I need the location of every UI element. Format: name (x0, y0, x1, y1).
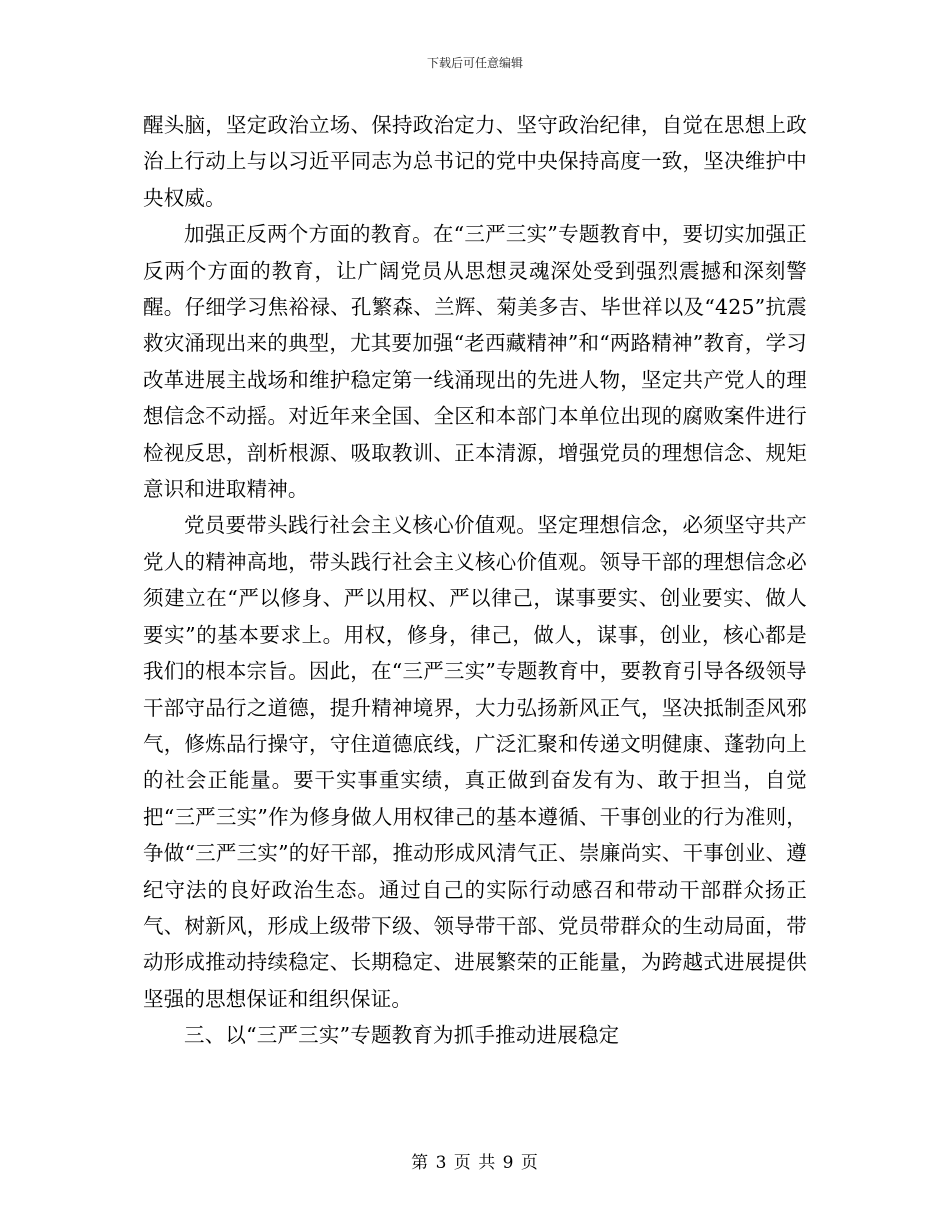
section-heading-three: 三、以“三严三实”专题教育为抓手推动进展稳定 (184, 1023, 620, 1048)
paragraph-continuation: 醒头脑，坚定政治立场、保持政治定力、坚守政治纪律，自觉在思想上政治上行动上与以习近平同志为总书记的党中央保持高度一致，坚决维护中央权威。 (143, 113, 807, 210)
paragraph-positive-negative-education: 加强正反两个方面的教育。在“三严三实”专题教育中，要切实加强正反两个方面的教育，让广阔党员从思想灵魂深处受到强烈震撼和深刻警醒。仔细学习焦裕禄、孔繁森、兰辉、菊美多吉、毕世祥以及“425”抗震救灾涌现出来的典型，尤其要加强“老西藏精神”和“两路精神”教育，学习改革进展主战场和维护稳定第一线涌现出的先进人物，坚定共产党人的理想信念不动摇。对近年来全国、全区和本部门本单位出现的腐败案件进行检视反思，剖析根源、吸取教训、正本清源，增强党员的理想信念、规矩意识和进取精神。 (143, 222, 807, 502)
page-header: 下载后可任意编辑 (426, 56, 523, 70)
paragraph-core-values: 党员要带头践行社会主义核心价值观。坚定理想信念，必须坚守共产党人的精神高地，带头践行社会主义核心价值观。领导干部的理想信念必须建立在“严以修身、严以用权、严以律己，谋事要实、创业要实、做人要实”的基本要求上。用权，修身，律己，做人，谋事，创业，核心都是我们的根本宗旨。因此，在“三严三实”专题教育中，要教育引导各级领导干部守品行之道德，提升精神境界，大力弘扬新风正气，坚决抵制歪风邪气，修炼品行操守，守住道德底线，广泛汇聚和传递文明健康、蓬勃向上的社会正能量。要干实事重实绩，真正做到奋发有为、敢于担当，自觉把“三严三实”作为修身做人用权律己的基本遵循、干事创业的行为准则，争做“三严三实”的好干部，推动形成风清气正、崇廉尚实、干事创业、遵纪守法的良好政治生态。通过自己的实际行动感召和带动干部群众扬正气、树新风，形成上级带下级、领导带干部、党员带群众的生动局面，带动形成推动持续稳定、长期稳定、进展繁荣的正能量，为跨越式进展提供坚强的思想保证和组织保证。 (143, 513, 807, 1011)
page-number-footer: 第 3 页 共 9 页 (411, 1153, 539, 1173)
document-body (143, 107, 807, 1054)
